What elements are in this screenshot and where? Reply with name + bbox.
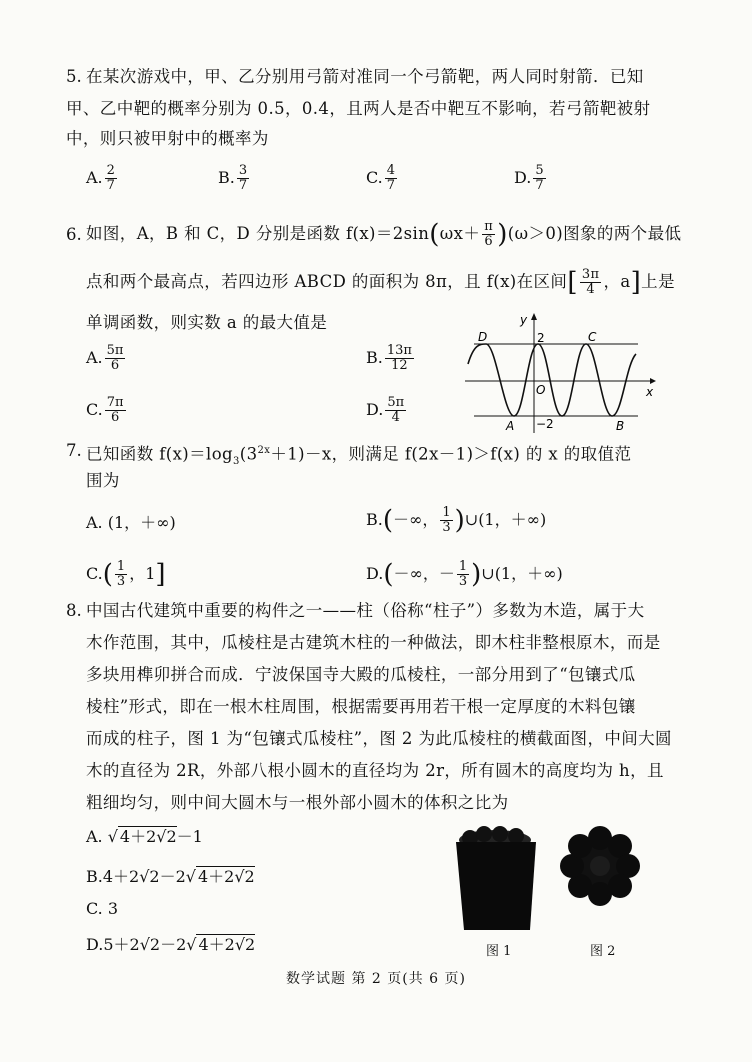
- q8-line-1: 中国古代建筑中重要的构件之一——柱（俗称“柱子”）多数为木造，属于大: [86, 601, 645, 620]
- q8-line-7: 粗细均匀，则中间大圆木与一根外部小圆木的体积之比为: [86, 793, 509, 812]
- q8-line-4: 棱柱”形式，即在一根木柱周围，根据需要再用若干根一定厚度的木料包镶: [86, 697, 636, 716]
- label-x: x: [646, 385, 654, 399]
- label-o: O: [536, 383, 546, 397]
- figure-2-caption: 图 2: [590, 944, 616, 959]
- label-y: y: [520, 313, 528, 327]
- label-d: D: [478, 330, 488, 344]
- q6-sine-graph: [460, 308, 660, 438]
- q6-option-c: C. $\frac{7\pi}{6}$: [86, 395, 124, 425]
- sine-curve: [468, 344, 636, 416]
- q8-line-5: 而成的柱子，图 1 为“包镶式瓜棱柱”，图 2 为此瓜棱柱的横截面图，中间大圆: [86, 729, 672, 748]
- label-neg-two: −2: [536, 417, 554, 431]
- q6-line-1: 如图，A，B 和 C，D 分别是函数 f(x)＝2sin(ωx＋ $\frac{\pi}{6}$ )(ω＞0)图象的两个最低: [86, 219, 682, 250]
- q7-option-c: C.( $\frac{1}{3}$ ，1]: [86, 559, 166, 590]
- q6-line-2: 点和两个最高点，若四边形 ABCD 的面积为 8π，且 f(x)在区间[ $\frac{3\pi}{4}$ ，a]上是: [86, 267, 675, 298]
- figure-1-column-image: [450, 826, 540, 936]
- y-axis-arrow: [531, 313, 537, 320]
- q7-option-d: D.(－∞，－ $\frac{1}{3}$ )∪(1，＋∞): [366, 559, 563, 590]
- q8-line-6: 木的直径为 2R，外部八根小圆木的直径均为 2r，所有圆木的高度均为 h，且: [86, 761, 664, 780]
- q7-line-1: 已知函数 $f(x)=\log_3(3^{2x}+1)-x$，则满足 f(2x－1)＞f(x) 的 x 的取值范: [86, 444, 632, 467]
- q7-option-b: B.(－∞， $\frac{1}{3}$ )∪(1，＋∞): [366, 505, 547, 536]
- label-b: B: [616, 419, 625, 433]
- figure-2-cross-section-image: [560, 826, 640, 906]
- q8-line-2: 木作范围，其中，瓜棱柱是古建筑木柱的一种做法，即木柱非整根原木，而是: [86, 633, 661, 652]
- q5-option-c: C. $\frac{4}{7}$: [366, 163, 396, 193]
- q6-option-d: D. $\frac{5\pi}{4}$: [366, 395, 405, 425]
- label-a: A: [506, 419, 515, 433]
- q8-option-c: C. 3: [86, 899, 119, 918]
- q5-option-d: D. $\frac{5}{7}$: [514, 163, 544, 193]
- q5-option-b: B. $\frac{3}{7}$: [218, 163, 248, 193]
- label-two: 2: [537, 331, 545, 345]
- q5-line-2: 甲、乙中靶的概率分别为 0.5，0.4，且两人是否中靶互不影响，若弓箭靶被射: [66, 99, 651, 118]
- q8-option-b: B.4＋2√2－2√ 4＋2√2: [86, 867, 255, 886]
- q6-option-b: B. $\frac{13\pi}{12}$: [366, 343, 412, 373]
- x-axis-arrow: [650, 378, 656, 384]
- q6-number: 6.: [66, 225, 82, 244]
- q7-number: 7.: [66, 441, 82, 460]
- figure-1-caption: 图 1: [486, 944, 512, 959]
- q6-line-3: 单调函数，则实数 a 的最大值是: [86, 313, 328, 332]
- q5-line-1: 在某次游戏中，甲、乙分别用弓箭对准同一个弓箭靶，两人同时射箭．已知: [86, 67, 644, 86]
- q8-option-d: D.5＋2√2－2√ 4＋2√2: [86, 935, 256, 954]
- q8-number: 8.: [66, 601, 82, 620]
- q5-line-3: 中，则只被甲射中的概率为: [66, 129, 269, 148]
- label-c: C: [588, 330, 597, 344]
- q6-option-a: A. $\frac{5\pi}{6}$: [86, 343, 124, 373]
- q5-option-a: A. $\frac{2}{7}$: [86, 163, 115, 193]
- q7-line-2: 围为: [86, 471, 120, 490]
- page-footer: 数学试题 第 2 页(共 6 页): [286, 971, 466, 987]
- q8-line-3: 多块用榫卯拼合而成．宁波保国寺大殿的瓜棱柱，一部分用到了“包镶式瓜: [86, 665, 636, 684]
- q7-option-a: A. (1，＋∞): [86, 513, 176, 532]
- q8-option-a: A. √ 4＋2√2－1: [86, 827, 203, 846]
- q5-number: 5.: [66, 67, 82, 86]
